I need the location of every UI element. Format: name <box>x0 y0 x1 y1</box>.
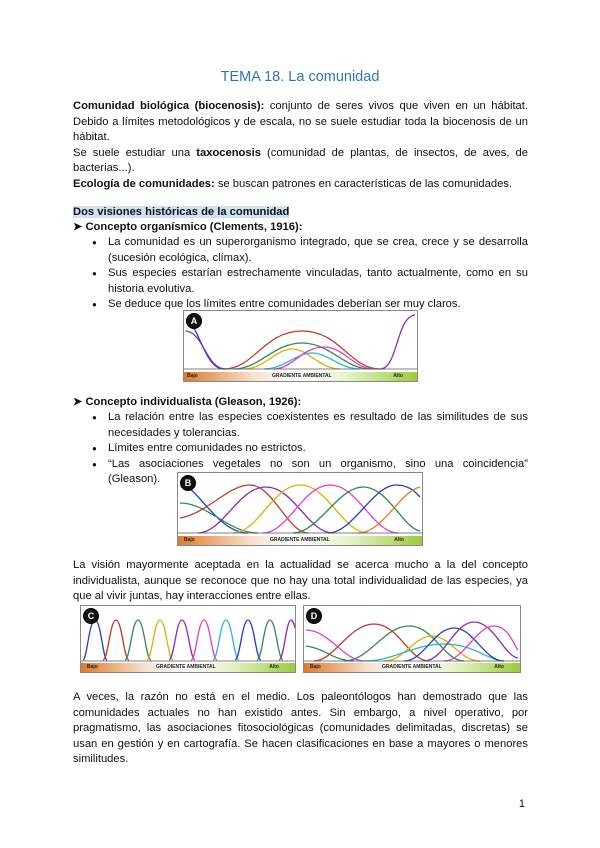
term-ecologia: Ecología de comunidades: <box>73 177 215 190</box>
gradient-low-label: Bajo <box>310 664 321 670</box>
gradient-mid-label: GRADIENTE AMBIENTAL <box>272 373 332 379</box>
page-number: 1 <box>518 798 525 810</box>
paragraph-vision: La visión mayormente aceptada en la actualidad se acerca mucho a la del concepto individualista, aunque se reconoce que no hay una total individualidad de las especies, ya que al vivir juntas, hay interacciones entre ellas. <box>73 559 528 603</box>
list-item: ● La relación entre las especies coexistentes es resultado de las similitudes de sus necesidades y tolerancias. <box>92 410 528 441</box>
section-heading <box>73 205 289 221</box>
list-item: ● Se deduce que los límites entre comunidades deberían ser muy claros. <box>92 297 528 313</box>
gradient-bar <box>184 372 417 381</box>
figure-c <box>80 605 296 673</box>
definition-ecologia <box>73 177 528 193</box>
gradient-low-label: Bajo <box>87 664 98 670</box>
gradient-mid-label: GRADIENTE AMBIENTAL <box>270 537 330 543</box>
text-taxocenosis-post: (comunidad de plantas, de insectos, de aves, de bacterias...). <box>73 146 528 175</box>
list-item: ● Sus especies estarían estrechamente vinculadas, tanto actualmente, como en su historia evolutiva. <box>92 266 528 297</box>
text-ecologia: se buscan patrones en características de las comunidades. <box>214 177 512 190</box>
intro-definitions <box>73 99 528 193</box>
gradient-high-label: Alto <box>269 664 279 670</box>
gradient-mid-label: GRADIENTE AMBIENTAL <box>156 664 216 670</box>
gradient-high-label: Alto <box>394 537 404 543</box>
figure-a-badge: A <box>186 313 202 329</box>
figure-b <box>177 472 423 546</box>
figure-b-badge: B <box>180 475 196 491</box>
figure-d-badge: D <box>306 608 322 624</box>
gradient-high-label: Alto <box>393 373 403 379</box>
list-item: ● Límites entre comunidades no estrictos. <box>92 441 528 457</box>
definition-biocenosis <box>73 99 528 146</box>
organismic-bullets <box>92 235 528 313</box>
figure-b-curves <box>178 473 422 536</box>
page-title: TEMA 18. La comunidad <box>220 69 380 85</box>
term-taxocenosis: taxocenosis <box>196 146 261 159</box>
organismic-heading: ➤ Concepto organísmico (Clements, 1916): <box>73 221 303 233</box>
figure-c-badge: C <box>83 608 99 624</box>
definition-taxocenosis <box>73 146 528 177</box>
gradient-low-label: Bajo <box>184 537 195 543</box>
list-item: ● “Las asociaciones vegetales no son un organismo, sino una coincidencia” (Gleason). <box>92 457 528 488</box>
gradient-high-label: Alto <box>494 664 504 670</box>
text-taxocenosis-pre: Se suele estudiar una <box>73 146 197 159</box>
figure-a-curves <box>184 311 417 372</box>
gradient-mid-label: GRADIENTE AMBIENTAL <box>382 664 442 670</box>
term-biocenosis: Comunidad biológica (biocenosis): <box>73 100 265 112</box>
figure-d-curves <box>304 606 520 663</box>
text-biocenosis: conjunto de seres vivos que viven en un hábitat. Debido a límites metodológicos y de escala, no se suele estudiar toda la biocenosis de un hábitat. <box>73 100 529 144</box>
gradient-bar <box>81 663 295 672</box>
list-item: ● La comunidad es un superorganismo integrado, que se crea, crece y se desarrolla (sucesión ecológica, clímax). <box>92 235 528 266</box>
figure-d <box>303 605 521 673</box>
figure-c-curves <box>81 606 295 663</box>
gradient-low-label: Bajo <box>187 373 198 379</box>
section-heading-text: Dos visiones históricas de la comunidad <box>73 206 290 218</box>
individualist-heading: ➤ Concepto individualista (Gleason, 1926): <box>73 396 302 408</box>
paragraph-razon: A veces, la razón no está en el medio. Los paleontólogos han demostrado que las comunidades actuales no han existido antes. Sin embargo, a nivel operativo, por pragmatismo, las asociaciones fitosociológicas (comunidades delimitadas, discretas) se usan en gestión y en cartografía. Se hacen clasificaciones en base a mayores o menores similitudes. <box>73 691 528 766</box>
gradient-bar <box>304 663 520 672</box>
gradient-bar <box>178 536 422 545</box>
figure-a <box>183 310 418 382</box>
